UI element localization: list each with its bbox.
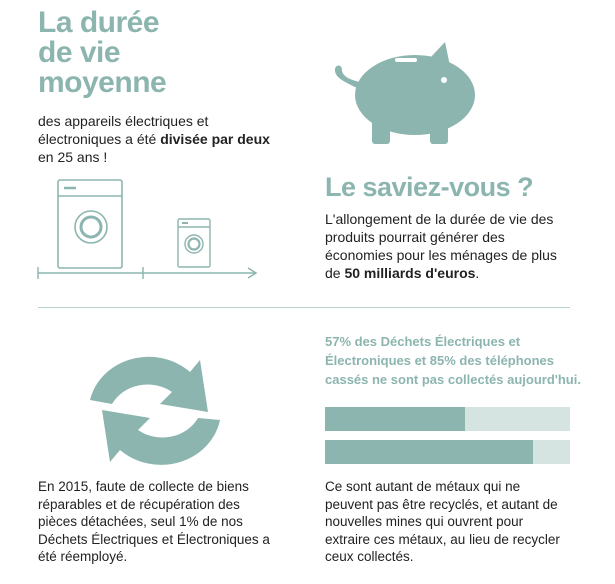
saviez-text-end: .: [475, 265, 480, 281]
stat-text: 57% des Déchets Électriques et Électroniques et 85% des téléphones cassés ne sont pas collectés aujourd'hui.: [325, 334, 581, 387]
intro-part-2: en 25 ans !: [38, 149, 108, 165]
title-line: de vie: [38, 36, 121, 69]
saviez-text-part-1: L'allongement de la durée de vie des produits pourrait générer des économies pour les ménages de plus de: [325, 211, 557, 281]
intro-bold: divisée par deux: [160, 131, 270, 147]
intro-part-1: des appareils électriques et électroniques a été: [38, 113, 209, 147]
stat-bar: [325, 440, 570, 464]
stat-bar-fill: [325, 407, 465, 431]
title-line: La durée: [38, 6, 160, 39]
reuse-text: En 2015, faute de collecte de biens réparables et de récupération des pièces détachées, seul 1% de nos Déchets Électriques et Électroniques a été réemployé.: [38, 479, 270, 564]
stat-bar: [325, 407, 570, 431]
metals-text: Ce sont autant de métaux qui ne peuvent pas être recyclés, et autant de nouvelles mines qui ouvrent pour extraire ces métaux, au lieu de recycler ceux collectés.: [325, 479, 560, 564]
saviez-title: Le saviez-vous ?: [325, 172, 534, 202]
saviez-text-bold: 50 milliards d'euros: [344, 265, 476, 281]
stat-bar-fill: [325, 440, 533, 464]
title-line: moyenne: [38, 66, 167, 99]
